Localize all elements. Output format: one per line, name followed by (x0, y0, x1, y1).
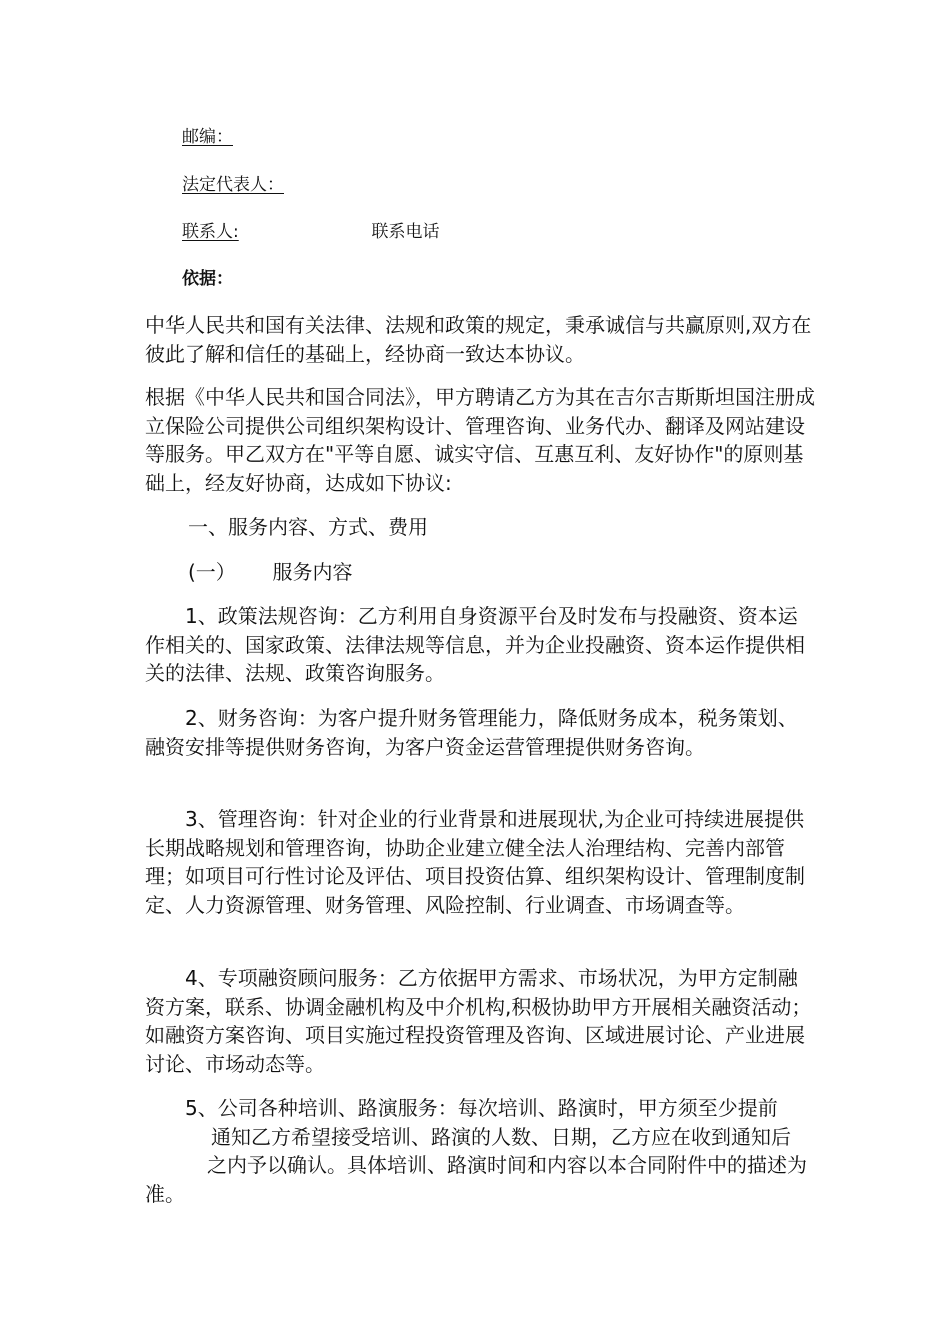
basis-paragraph-1: 中华人民共和国有关法律、法规和政策的规定，秉承诚信与共赢原则,双方在彼此了解和信任的基础上，经协商一致达本协议。 (145, 313, 812, 366)
postcode-field (182, 125, 852, 149)
basis-heading: 依据： (182, 269, 233, 289)
item5-text-3: 之内予以确认。具体培训、路演时间和内容以本合同附件中的描述为准。 (145, 1153, 807, 1206)
subsection-number: (一） (188, 560, 236, 584)
item-policy-consulting (145, 602, 817, 688)
section-title: 一、服务内容、方式、费用 (188, 515, 428, 539)
item-text: 2、财务咨询：为客户提升财务管理能力，降低财务成本，税务策划、融资安排等提供财务咨询，为客户资金运营管理提供财务咨询。 (145, 706, 798, 759)
item-text: 3、管理咨询：针对企业的行业背景和进展现状,为企业可持续进展提供长期战略规划和管理咨询，协助企业建立健全法人治理结构、完善内部管理；如项目可行性讨论及评估、项目投资估算、组织架构设计、管理制度制定、人力资源管理、财务管理、风险控制、行业调查、市场调查等。 (145, 807, 805, 917)
legal-rep-label: 法定代表人： (182, 175, 284, 195)
legal-rep-field (182, 173, 852, 197)
item-financing-advisory (145, 964, 817, 1078)
basis-paragraph-2: 根据《中华人民共和国合同法》，甲方聘请乙方为其在吉尔吉斯斯坦国注册成立保险公司提供公司组织架构设计、管理咨询、业务代办、翻译及网站建设等服务。甲乙双方在"平等自愿、诚实守信、互惠互利、友好协作"的原则基础上，经友好协商，达成如下协议: (145, 385, 815, 495)
subsection-title: 服务内容 (272, 560, 353, 584)
item-text: 1、政策法规咨询：乙方利用自身资源平台及时发布与投融资、资本运作相关的、国家政策、法律法规等信息，并为企业投融资、资本运作提供相关的法律、法规、政策咨询服务。 (145, 604, 805, 685)
item-training-roadshow (145, 1094, 817, 1208)
contact-label: 联系人: (182, 222, 239, 242)
phone-label: 联系电话 (371, 222, 440, 242)
item5-text-1: 5、公司各种培训、路演服务：每次培训、路演时，甲方须至少提前 (185, 1096, 778, 1120)
item-management-consulting (145, 805, 817, 919)
item5-text-2: 通知乙方希望接受培训、路演的人数、日期，乙方应在收到通知后 (211, 1124, 791, 1149)
contact-field (182, 220, 852, 244)
subsection-heading (188, 558, 858, 586)
item-financial-consulting (145, 704, 817, 761)
item-text: 4、专项融资顾问服务：乙方依据甲方需求、市场状况，为甲方定制融资方案，联系、协调金融机构及中介机构,积极协助甲方开展相关融资活动；如融资方案咨询、项目实施过程投资管理及咨询、区域进展讨论、产业进展讨论、市场动态等。 (145, 966, 812, 1076)
postcode-label: 邮编： (182, 127, 233, 147)
